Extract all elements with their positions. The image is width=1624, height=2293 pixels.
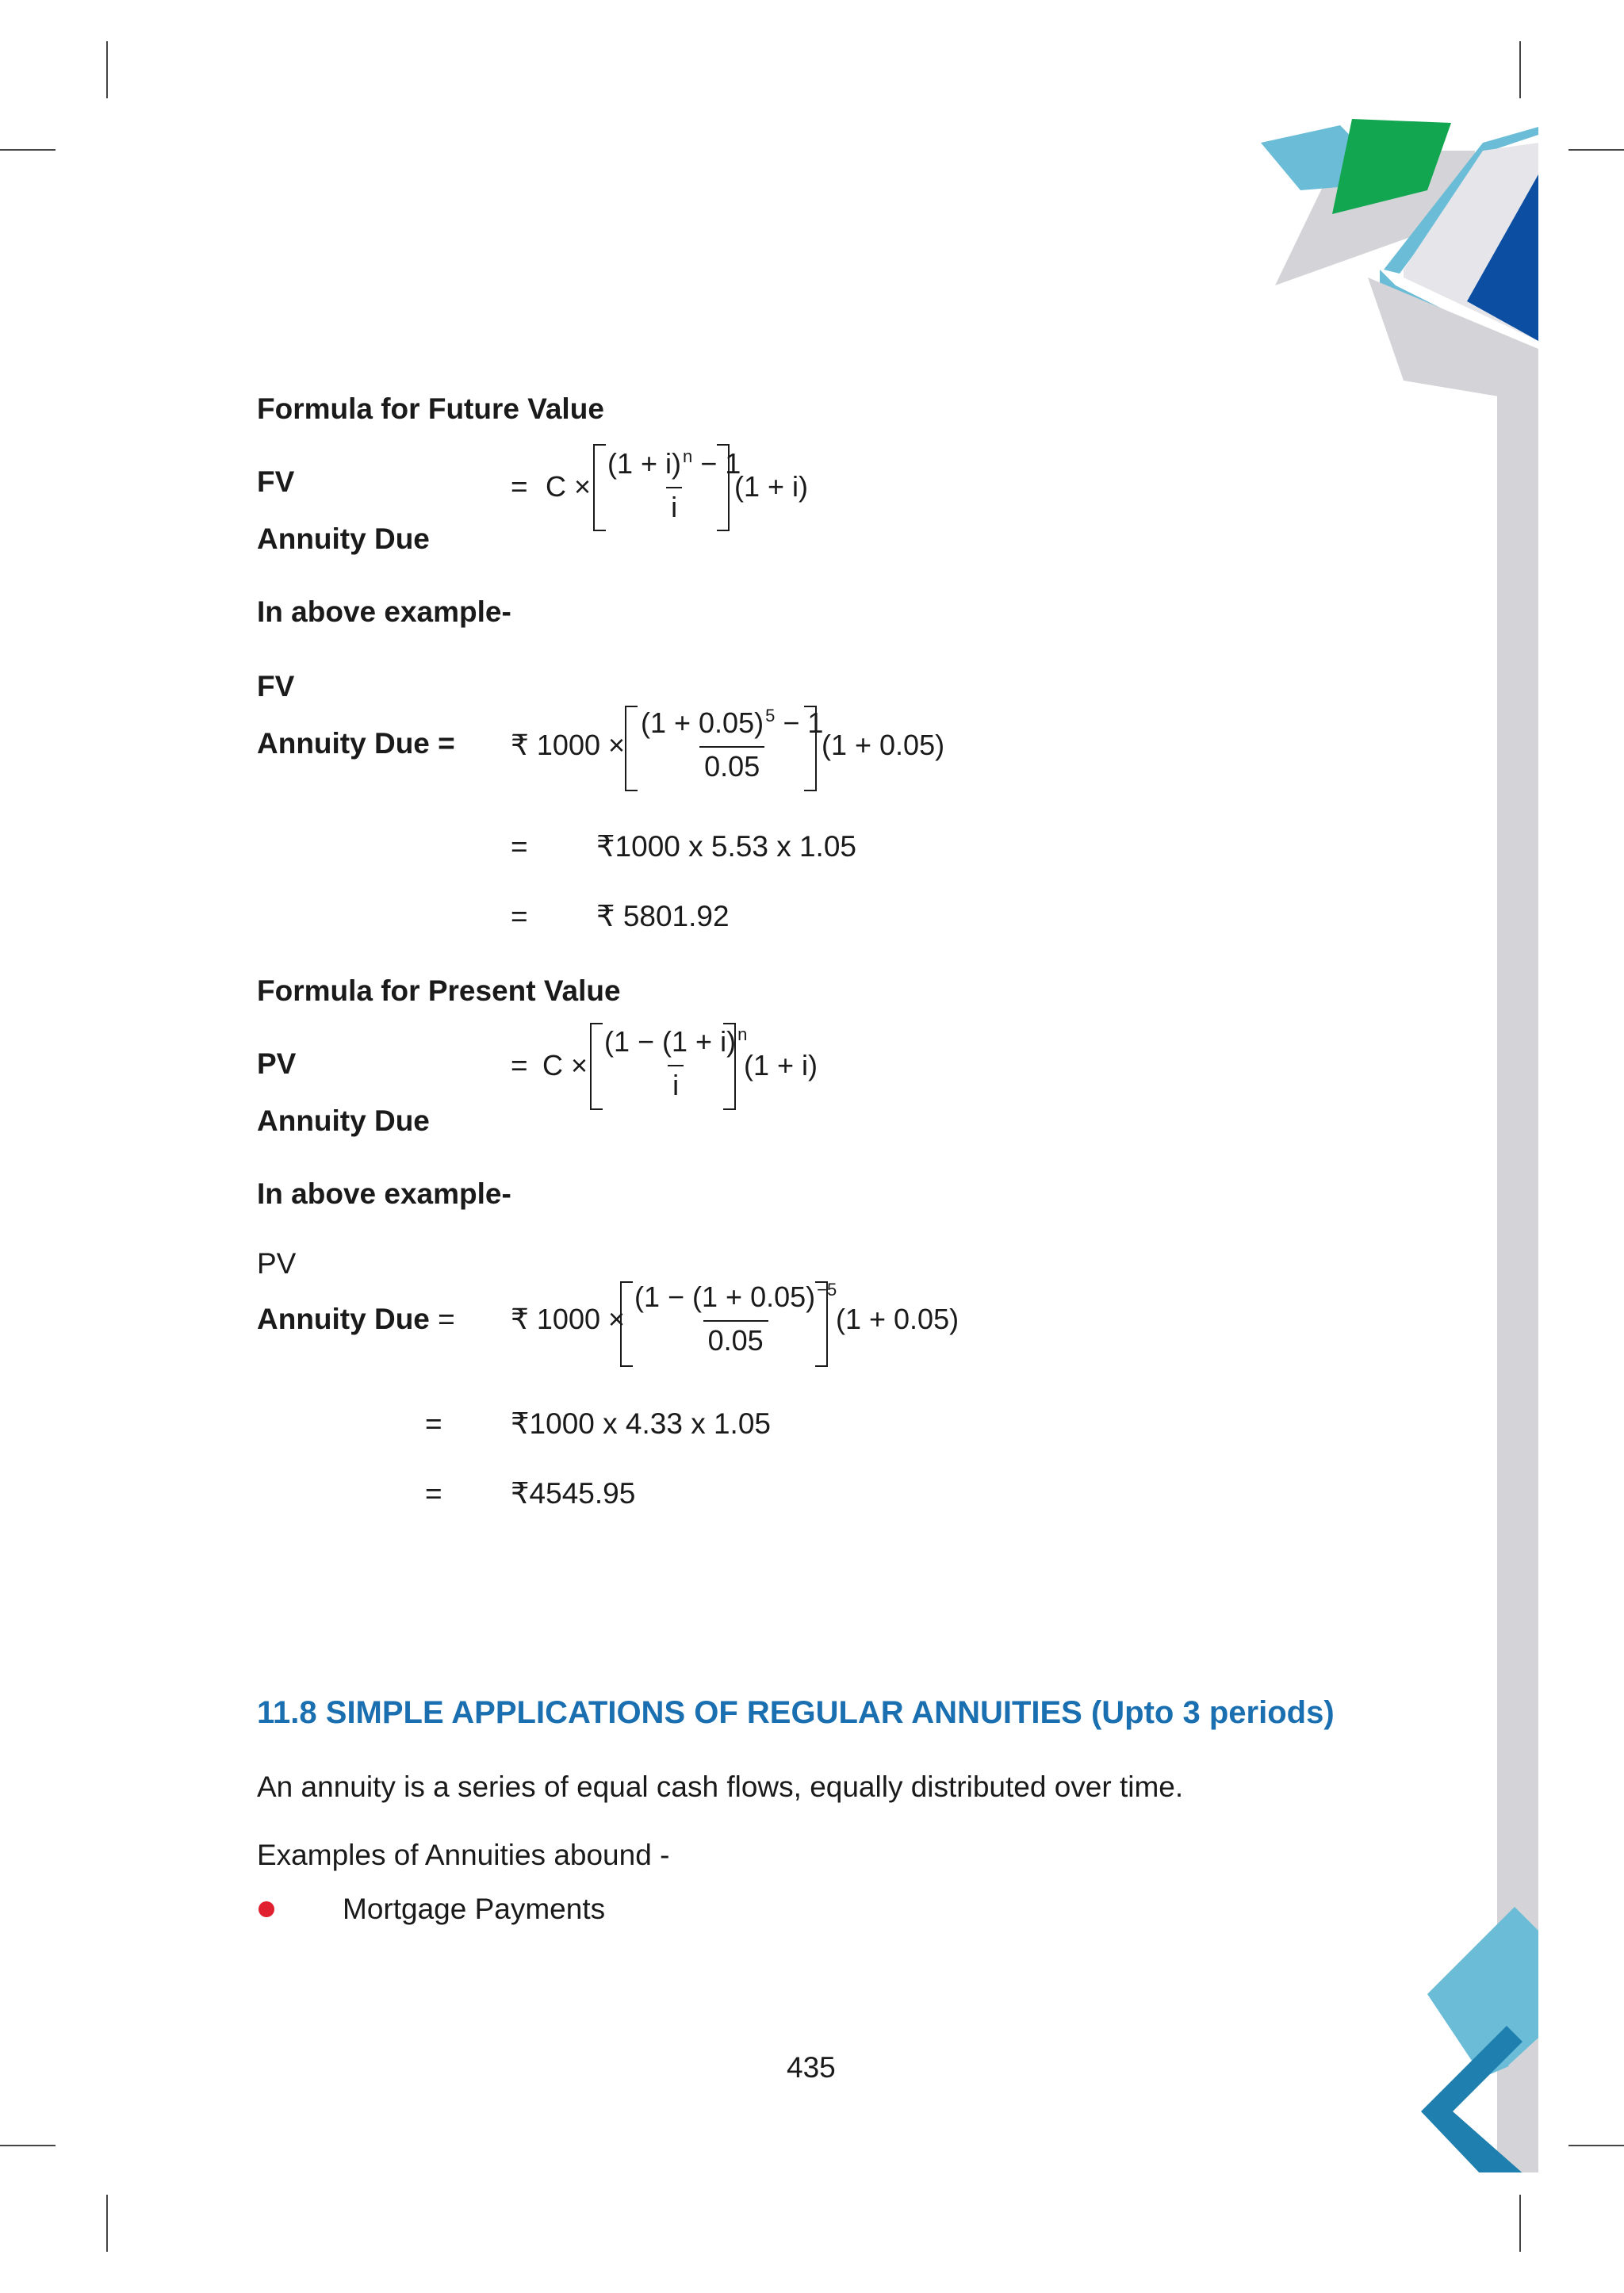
pv-example-numerator: (1 − (1 + 0.05) — [634, 1280, 816, 1313]
fv-example-fraction — [636, 707, 828, 783]
pv-denominator: i — [668, 1065, 684, 1101]
pv-example-annuity-due-label — [257, 1302, 455, 1337]
paragraph: Examples of Annuities abound - — [257, 1839, 670, 1871]
pv-example-label: PV — [257, 1247, 297, 1280]
crop-mark — [1519, 41, 1521, 98]
paragraph: An annuity is a series of equal cash flows, equally distributed over time. — [257, 1770, 1184, 1803]
deco-grey-vertical-bar — [1497, 373, 1538, 2172]
pv-example-suffix: (1 + 0.05) — [836, 1303, 959, 1335]
decorative-corner-graphic — [1245, 119, 1546, 2172]
crop-mark — [0, 2145, 56, 2146]
crop-mark — [106, 41, 108, 98]
pv-example-annuity-due-eq: = — [429, 1303, 455, 1335]
fv-example-title: In above example- — [257, 595, 511, 628]
fv-exponent: n — [683, 446, 693, 466]
pv-example-exponent: −5 — [817, 1280, 837, 1300]
fv-example-exponent: 5 — [765, 706, 776, 725]
fv-example-label: FV — [257, 670, 295, 702]
right-bracket — [804, 706, 817, 791]
annuity-due-label: Annuity Due — [257, 1104, 430, 1137]
pv-example-annuity-due-text: Annuity Due — [257, 1303, 430, 1335]
section-heading — [257, 1694, 1335, 1732]
fv-example-annuity-due-label: Annuity Due = — [257, 727, 455, 760]
pv-example-prefix: ₹ 1000 × — [511, 1303, 626, 1335]
list-item: Mortgage Payments — [343, 1893, 606, 1925]
crop-mark — [0, 149, 56, 151]
fv-label: FV — [257, 465, 295, 498]
crop-mark — [1519, 2195, 1521, 2252]
pv-label: PV — [257, 1047, 297, 1080]
right-bracket — [723, 1023, 736, 1110]
section-heading-suffix: (Upto 3 periods) — [1082, 1695, 1335, 1730]
equals-sign: = — [511, 1049, 528, 1081]
fv-formula-title: Formula for Future Value — [257, 392, 604, 425]
pv-numerator: (1 − (1 + i) — [604, 1025, 737, 1058]
equals-sign: = — [425, 1407, 442, 1440]
pv-formula-suffix: (1 + i) — [744, 1049, 818, 1081]
right-bracket — [815, 1281, 828, 1367]
crop-mark — [1568, 149, 1624, 151]
formula-prefix: C × — [546, 470, 592, 503]
fv-example-numerator-tail: − 1 — [775, 706, 824, 739]
page-number: 435 — [787, 2051, 836, 2084]
pv-example-denominator: 0.05 — [703, 1320, 768, 1357]
equals-sign: = — [511, 900, 528, 932]
equals-sign: = — [511, 830, 528, 863]
pv-example-title: In above example- — [257, 1177, 511, 1210]
fv-example-step1: ₹1000 x 5.53 x 1.05 — [596, 830, 856, 863]
pv-example-step1: ₹1000 x 4.33 x 1.05 — [511, 1407, 771, 1440]
section-heading-text: 11.8 SIMPLE APPLICATIONS OF REGULAR ANNUITIES — [257, 1695, 1082, 1730]
right-bracket — [717, 444, 730, 531]
pv-formula-title: Formula for Present Value — [257, 974, 621, 1007]
bullet-dot — [259, 1901, 274, 1917]
equals-sign: = — [425, 1477, 442, 1510]
crop-mark — [106, 2195, 108, 2252]
annuity-due-label: Annuity Due — [257, 523, 430, 555]
fv-numerator-tail: − 1 — [692, 447, 741, 480]
fv-example-prefix: ₹ 1000 × — [511, 729, 626, 761]
equals-sign: = — [511, 470, 528, 503]
pv-exponent: n — [737, 1024, 748, 1044]
fv-numerator: (1 + i) — [607, 447, 682, 480]
formula-suffix: (1 + i) — [734, 470, 809, 503]
fv-example-result: ₹ 5801.92 — [596, 900, 730, 932]
pv-formula-prefix: C × — [542, 1049, 588, 1081]
fv-example-suffix: (1 + 0.05) — [822, 729, 945, 761]
fv-example-numerator: (1 + 0.05) — [641, 706, 764, 739]
pv-example-fraction — [630, 1281, 841, 1357]
fv-denominator: i — [666, 487, 682, 523]
fv-example-denominator: 0.05 — [699, 746, 764, 783]
crop-mark — [1568, 2145, 1624, 2146]
pv-example-result: ₹4545.95 — [511, 1477, 636, 1510]
